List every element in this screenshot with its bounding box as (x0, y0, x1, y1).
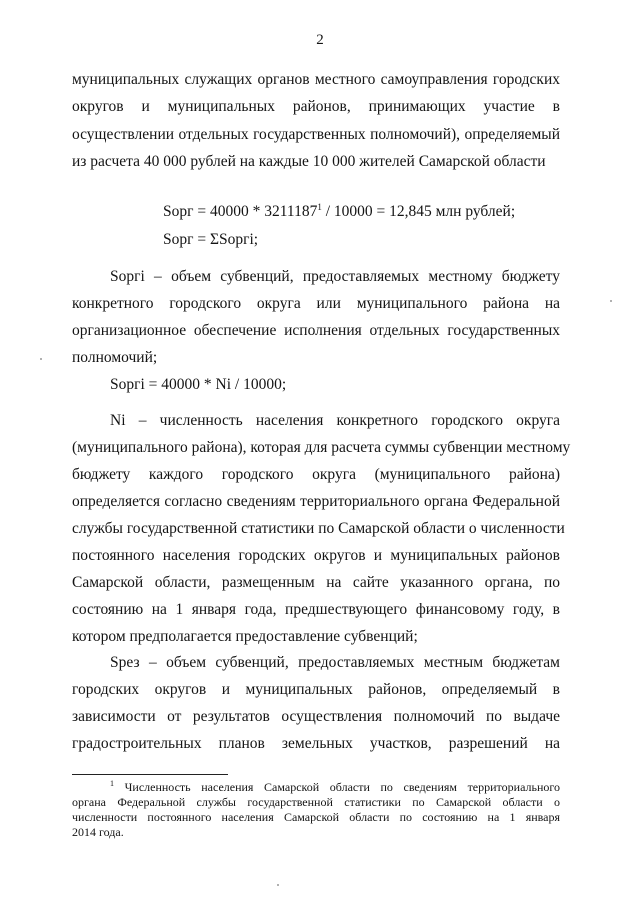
footnote-line-2: органа Федеральной службы государственной статистики по Самарской области о (72, 795, 560, 809)
formula-total-left: Sорг = 40000 * 3211187 (163, 203, 318, 220)
paragraph-3-line-9: котором предполагается предоставление субвенций; (72, 628, 418, 645)
footnote-line-4: 2014 года. (72, 825, 124, 839)
paragraph-2-line-2: конкретного городского округа или муниципального района на (72, 295, 560, 312)
paragraph-1-line-3: осуществлении отдельных государственных полномочий), определяемый (72, 126, 560, 143)
scan-speck (277, 884, 279, 886)
footnote-line-1-text: Численность населения Самарской области по сведениям территориального (124, 780, 561, 794)
formula-per-unit: Sоргi = 40000 * Ni / 10000; (110, 376, 287, 393)
paragraph-3-line-8: состоянию на 1 января года, предшествующего финансовому году, в (72, 601, 560, 618)
paragraph-2-line-4: полномочий; (72, 349, 158, 366)
footnote-separator (72, 774, 228, 775)
formula-sum: Sорг = ΣSоргi; (163, 231, 259, 248)
paragraph-3-line-4: определяется согласно сведениям территориального органа Федеральной (72, 493, 560, 510)
paragraph-1-line-4: из расчета 40 000 рублей на каждые 10 000 жителей Самарской области (72, 153, 546, 170)
paragraph-4-line-3: зависимости от результатов осуществления полномочий по выдаче (72, 708, 560, 725)
footnote-marker: 1 (110, 779, 114, 788)
paragraph-3-line-1: Ni – численность населения конкретного городского округа (110, 412, 560, 429)
paragraph-4-line-1: Sрез – объем субвенций, предоставляемых местным бюджетам (110, 654, 560, 671)
paragraph-2-line-3: организационное обеспечение исполнения отдельных государственных (72, 322, 560, 339)
paragraph-2-line-1: Sоргi – объем субвенций, предоставляемых местному бюджету (110, 268, 560, 285)
paragraph-1-line-1: муниципальных служащих органов местного самоуправления городских (72, 71, 560, 88)
paragraph-4-line-2: городских округов и муниципальных районов, определяемый в (72, 681, 560, 698)
page-number: 2 (316, 32, 324, 48)
paragraph-3-line-5: службы государственной статистики по Самарской области о численности (72, 520, 565, 537)
formula-total (163, 203, 515, 221)
paragraph-3-line-6: постоянного населения городских округов и муниципальных районов (72, 547, 560, 564)
footnote-reference: 1 (317, 201, 322, 212)
scan-speck (40, 358, 42, 360)
paragraph-3-line-7: Самарской области, размещенным на сайте указанного органа, по (72, 574, 560, 591)
paragraph-3-line-2: (муниципального района), которая для расчета суммы субвенции местному (72, 439, 571, 456)
footnote-line-3: численности постоянного населения Самарской области по состоянию на 1 января (72, 810, 560, 824)
paragraph-1-line-2: округов и муниципальных районов, принимающих участие в (72, 98, 560, 115)
paragraph-4-line-4: градостроительных планов земельных участков, разрешений на (72, 735, 560, 752)
scan-speck (610, 300, 612, 302)
formula-total-right: / 10000 = 12,845 млн рублей; (321, 203, 516, 220)
paragraph-3-line-3: бюджету каждого городского округа (муниципального района) (72, 466, 560, 483)
footnote-line-1 (110, 780, 560, 794)
